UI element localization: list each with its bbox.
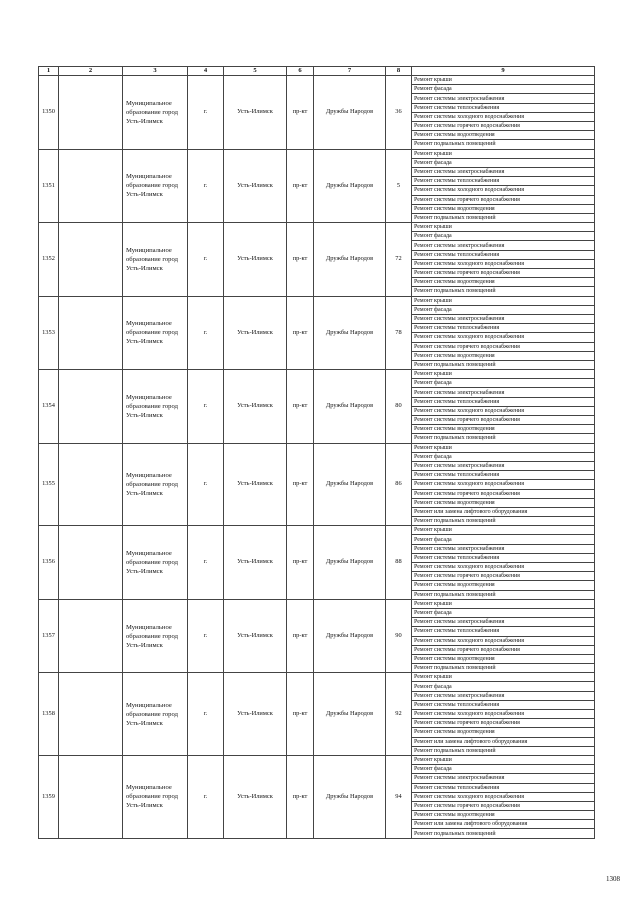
- work-item: Ремонт системы горячего водоснабжения: [412, 489, 595, 498]
- work-item: Ремонт или замена лифтового оборудования: [412, 820, 595, 829]
- house-number: 86: [386, 443, 412, 526]
- column-header-5: 5: [224, 67, 287, 76]
- empty-cell: [59, 526, 123, 600]
- work-item: Ремонт системы теплоснабжения: [412, 783, 595, 792]
- work-item: Ремонт подвальных помещений: [412, 434, 595, 443]
- table-row: [39, 223, 595, 232]
- work-item: Ремонт системы холодного водоснабжения: [412, 112, 595, 121]
- work-item: Ремонт фасада: [412, 535, 595, 544]
- work-item: Ремонт системы горячего водоснабжения: [412, 122, 595, 131]
- street-name: Дружбы Народов: [314, 370, 386, 444]
- locality-name: Усть-Илимск: [224, 673, 287, 756]
- empty-cell: [59, 370, 123, 444]
- work-item: Ремонт фасада: [412, 158, 595, 167]
- work-item: Ремонт системы холодного водоснабжения: [412, 710, 595, 719]
- locality-type: г.: [188, 673, 224, 756]
- work-item: Ремонт системы водоотведения: [412, 581, 595, 590]
- work-item: Ремонт системы водоотведения: [412, 654, 595, 663]
- record-number: 1359: [39, 755, 59, 838]
- street-name: Дружбы Народов: [314, 223, 386, 297]
- work-item: Ремонт крыши: [412, 76, 595, 85]
- work-item: Ремонт системы электроснабжения: [412, 461, 595, 470]
- work-item: Ремонт системы теплоснабжения: [412, 700, 595, 709]
- municipality-name: Муниципальное образование город Усть-Илимск: [123, 526, 188, 600]
- repair-plan-table: [38, 66, 595, 839]
- record-number: 1353: [39, 296, 59, 370]
- house-number: 88: [386, 526, 412, 600]
- work-item: Ремонт крыши: [412, 526, 595, 535]
- work-item: Ремонт крыши: [412, 673, 595, 682]
- work-item: Ремонт фасада: [412, 608, 595, 617]
- table-row: [39, 599, 595, 608]
- table-row: [39, 149, 595, 158]
- locality-name: Усть-Илимск: [224, 296, 287, 370]
- work-item: Ремонт подвальных помещений: [412, 517, 595, 526]
- work-item: Ремонт системы горячего водоснабжения: [412, 269, 595, 278]
- table-body: [39, 76, 595, 839]
- work-item: Ремонт системы горячего водоснабжения: [412, 645, 595, 654]
- municipality-name: Муниципальное образование город Усть-Илимск: [123, 755, 188, 838]
- work-item: Ремонт системы холодного водоснабжения: [412, 563, 595, 572]
- municipality-name: Муниципальное образование город Усть-Илимск: [123, 370, 188, 444]
- record-number: 1350: [39, 76, 59, 150]
- work-item: Ремонт фасада: [412, 85, 595, 94]
- work-item: Ремонт системы водоотведения: [412, 351, 595, 360]
- column-header-3: 3: [123, 67, 188, 76]
- work-item: Ремонт системы горячего водоснабжения: [412, 342, 595, 351]
- locality-name: Усть-Илимск: [224, 443, 287, 526]
- locality-type: г.: [188, 526, 224, 600]
- table-row: [39, 76, 595, 85]
- work-item: Ремонт системы электроснабжения: [412, 691, 595, 700]
- house-number: 72: [386, 223, 412, 297]
- locality-type: г.: [188, 76, 224, 150]
- street-type: пр-кт: [287, 76, 314, 150]
- work-item: Ремонт системы теплоснабжения: [412, 397, 595, 406]
- work-item: Ремонт системы холодного водоснабжения: [412, 636, 595, 645]
- work-item: Ремонт системы холодного водоснабжения: [412, 480, 595, 489]
- street-type: пр-кт: [287, 755, 314, 838]
- locality-name: Усть-Илимск: [224, 76, 287, 150]
- work-item: Ремонт системы электроснабжения: [412, 241, 595, 250]
- house-number: 92: [386, 673, 412, 756]
- table-row: [39, 755, 595, 764]
- column-header-7: 7: [314, 67, 386, 76]
- locality-type: г.: [188, 223, 224, 297]
- house-number: 80: [386, 370, 412, 444]
- work-item: Ремонт подвальных помещений: [412, 287, 595, 296]
- work-item: Ремонт системы теплоснабжения: [412, 471, 595, 480]
- street-type: пр-кт: [287, 673, 314, 756]
- work-item: Ремонт системы горячего водоснабжения: [412, 719, 595, 728]
- street-type: пр-кт: [287, 370, 314, 444]
- empty-cell: [59, 673, 123, 756]
- work-item: Ремонт системы водоотведения: [412, 131, 595, 140]
- locality-type: г.: [188, 370, 224, 444]
- work-item: Ремонт крыши: [412, 296, 595, 305]
- work-item: Ремонт системы холодного водоснабжения: [412, 259, 595, 268]
- document-page: [38, 66, 594, 839]
- work-item: Ремонт подвальных помещений: [412, 746, 595, 755]
- record-number: 1351: [39, 149, 59, 223]
- municipality-name: Муниципальное образование город Усть-Илимск: [123, 149, 188, 223]
- work-item: Ремонт системы холодного водоснабжения: [412, 186, 595, 195]
- municipality-name: Муниципальное образование город Усть-Илимск: [123, 223, 188, 297]
- work-item: Ремонт системы электроснабжения: [412, 388, 595, 397]
- work-item: Ремонт системы теплоснабжения: [412, 103, 595, 112]
- house-number: 36: [386, 76, 412, 150]
- work-item: Ремонт системы водоотведения: [412, 498, 595, 507]
- work-item: Ремонт системы электроснабжения: [412, 774, 595, 783]
- street-name: Дружбы Народов: [314, 296, 386, 370]
- work-item: Ремонт системы водоотведения: [412, 278, 595, 287]
- work-item: Ремонт фасада: [412, 452, 595, 461]
- column-header-9: 9: [412, 67, 595, 76]
- street-type: пр-кт: [287, 443, 314, 526]
- work-item: Ремонт подвальных помещений: [412, 590, 595, 599]
- table-row: [39, 673, 595, 682]
- table-row: [39, 526, 595, 535]
- empty-cell: [59, 443, 123, 526]
- work-item: Ремонт или замена лифтового оборудования: [412, 737, 595, 746]
- work-item: Ремонт системы холодного водоснабжения: [412, 406, 595, 415]
- work-item: Ремонт крыши: [412, 370, 595, 379]
- work-item: Ремонт крыши: [412, 223, 595, 232]
- empty-cell: [59, 599, 123, 673]
- work-item: Ремонт крыши: [412, 443, 595, 452]
- table-row: [39, 443, 595, 452]
- municipality-name: Муниципальное образование город Усть-Илимск: [123, 599, 188, 673]
- locality-name: Усть-Илимск: [224, 223, 287, 297]
- municipality-name: Муниципальное образование город Усть-Илимск: [123, 443, 188, 526]
- work-item: Ремонт системы теплоснабжения: [412, 250, 595, 259]
- street-type: пр-кт: [287, 223, 314, 297]
- record-number: 1355: [39, 443, 59, 526]
- work-item: Ремонт крыши: [412, 599, 595, 608]
- record-number: 1357: [39, 599, 59, 673]
- locality-name: Усть-Илимск: [224, 370, 287, 444]
- work-item: Ремонт системы электроснабжения: [412, 618, 595, 627]
- work-item: Ремонт системы водоотведения: [412, 811, 595, 820]
- record-number: 1358: [39, 673, 59, 756]
- municipality-name: Муниципальное образование город Усть-Илимск: [123, 673, 188, 756]
- work-item: Ремонт системы электроснабжения: [412, 544, 595, 553]
- street-name: Дружбы Народов: [314, 443, 386, 526]
- record-number: 1352: [39, 223, 59, 297]
- work-item: Ремонт системы электроснабжения: [412, 314, 595, 323]
- street-name: Дружбы Народов: [314, 526, 386, 600]
- work-item: Ремонт системы водоотведения: [412, 425, 595, 434]
- column-header-8: 8: [386, 67, 412, 76]
- locality-type: г.: [188, 296, 224, 370]
- municipality-name: Муниципальное образование город Усть-Илимск: [123, 76, 188, 150]
- column-header-4: 4: [188, 67, 224, 76]
- locality-name: Усть-Илимск: [224, 755, 287, 838]
- work-item: Ремонт системы теплоснабжения: [412, 627, 595, 636]
- work-item: Ремонт фасада: [412, 765, 595, 774]
- house-number: 78: [386, 296, 412, 370]
- work-item: Ремонт фасада: [412, 379, 595, 388]
- work-item: Ремонт системы теплоснабжения: [412, 324, 595, 333]
- column-header-1: 1: [39, 67, 59, 76]
- street-name: Дружбы Народов: [314, 76, 386, 150]
- work-item: Ремонт подвальных помещений: [412, 664, 595, 673]
- street-name: Дружбы Народов: [314, 755, 386, 838]
- work-item: Ремонт фасада: [412, 305, 595, 314]
- work-item: Ремонт системы теплоснабжения: [412, 177, 595, 186]
- record-number: 1354: [39, 370, 59, 444]
- work-item: Ремонт фасада: [412, 682, 595, 691]
- empty-cell: [59, 149, 123, 223]
- work-item: Ремонт системы электроснабжения: [412, 94, 595, 103]
- empty-cell: [59, 223, 123, 297]
- house-number: 94: [386, 755, 412, 838]
- house-number: 90: [386, 599, 412, 673]
- house-number: 5: [386, 149, 412, 223]
- empty-cell: [59, 76, 123, 150]
- locality-name: Усть-Илимск: [224, 526, 287, 600]
- street-type: пр-кт: [287, 149, 314, 223]
- locality-type: г.: [188, 149, 224, 223]
- work-item: Ремонт системы электроснабжения: [412, 167, 595, 176]
- work-item: Ремонт крыши: [412, 755, 595, 764]
- column-header-2: 2: [59, 67, 123, 76]
- work-item: Ремонт системы горячего водоснабжения: [412, 195, 595, 204]
- header-row: [39, 67, 595, 76]
- street-name: Дружбы Народов: [314, 599, 386, 673]
- municipality-name: Муниципальное образование город Усть-Илимск: [123, 296, 188, 370]
- work-item: Ремонт подвальных помещений: [412, 213, 595, 222]
- locality-name: Усть-Илимск: [224, 599, 287, 673]
- table-row: [39, 296, 595, 305]
- street-name: Дружбы Народов: [314, 149, 386, 223]
- locality-name: Усть-Илимск: [224, 149, 287, 223]
- work-item: Ремонт системы водоотведения: [412, 204, 595, 213]
- work-item: Ремонт системы горячего водоснабжения: [412, 416, 595, 425]
- work-item: Ремонт системы горячего водоснабжения: [412, 801, 595, 810]
- work-item: Ремонт системы горячего водоснабжения: [412, 572, 595, 581]
- work-item: Ремонт крыши: [412, 149, 595, 158]
- street-name: Дружбы Народов: [314, 673, 386, 756]
- street-type: пр-кт: [287, 599, 314, 673]
- work-item: Ремонт фасада: [412, 232, 595, 241]
- work-item: Ремонт или замена лифтового оборудования: [412, 507, 595, 516]
- work-item: Ремонт системы теплоснабжения: [412, 553, 595, 562]
- empty-cell: [59, 755, 123, 838]
- locality-type: г.: [188, 443, 224, 526]
- street-type: пр-кт: [287, 526, 314, 600]
- work-item: Ремонт подвальных помещений: [412, 360, 595, 369]
- work-item: Ремонт подвальных помещений: [412, 140, 595, 149]
- work-item: Ремонт системы водоотведения: [412, 728, 595, 737]
- empty-cell: [59, 296, 123, 370]
- page-number: 1308: [606, 875, 620, 883]
- record-number: 1356: [39, 526, 59, 600]
- work-item: Ремонт подвальных помещений: [412, 829, 595, 838]
- street-type: пр-кт: [287, 296, 314, 370]
- locality-type: г.: [188, 755, 224, 838]
- work-item: Ремонт системы холодного водоснабжения: [412, 333, 595, 342]
- work-item: Ремонт системы холодного водоснабжения: [412, 792, 595, 801]
- column-header-6: 6: [287, 67, 314, 76]
- table-row: [39, 370, 595, 379]
- locality-type: г.: [188, 599, 224, 673]
